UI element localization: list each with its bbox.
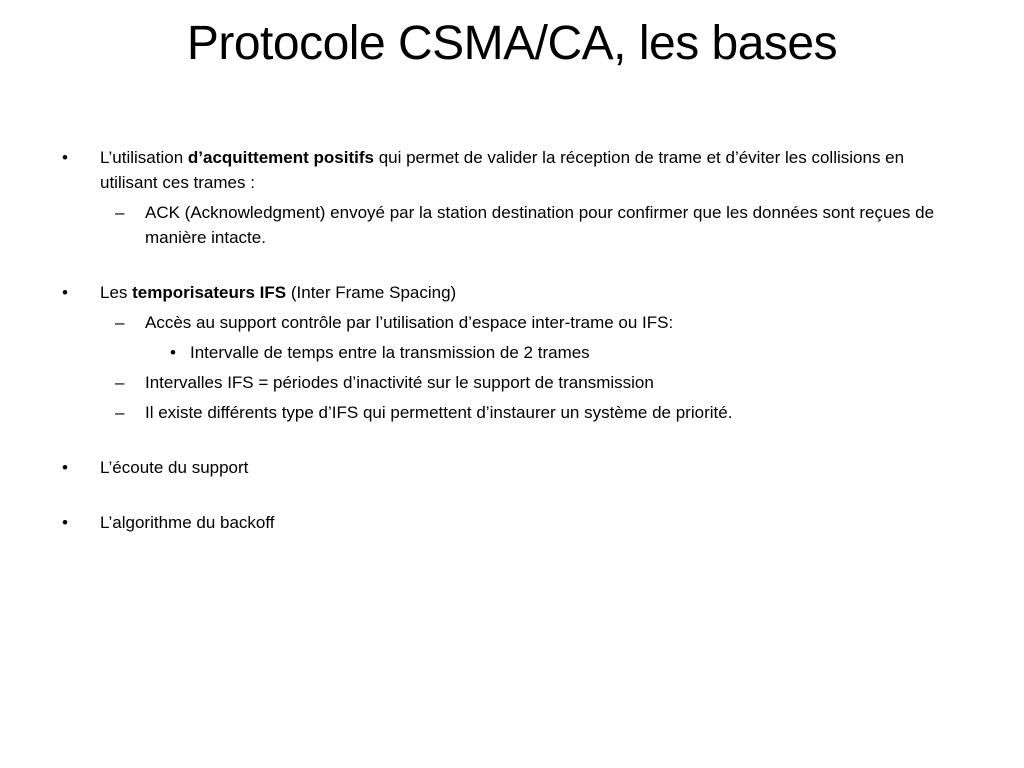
dash-marker: – xyxy=(115,373,125,392)
dash-marker: – xyxy=(115,403,125,422)
sub-bullet-ack xyxy=(60,200,960,250)
bullet-text: Les temporisateurs IFS (Inter Frame Spacing) xyxy=(100,283,457,302)
bullet-marker: • xyxy=(62,148,68,167)
slide-title: Protocole CSMA/CA, les bases xyxy=(186,17,838,70)
bullet-carrier-sense xyxy=(60,455,960,480)
dash-marker: – xyxy=(115,203,125,222)
bullet-text: L’utilisation d’acquittement positifs qui permet de valider la réception de trame et d’éviter les collisions en utilisant ces trames : xyxy=(100,148,905,192)
bullet-ifs-timers xyxy=(60,280,960,305)
sub-bullet-medium-access xyxy=(60,310,960,335)
dot-marker: • xyxy=(170,343,176,362)
bullet-acknowledgment xyxy=(60,145,960,195)
sub-sub-bullet-text: Intervalle de temps entre la transmission de 2 trames xyxy=(190,343,590,362)
sub-bullet-text: Intervalles IFS = périodes d’inactivité sur le support de transmission xyxy=(145,373,654,392)
dash-marker: – xyxy=(115,313,125,332)
bullet-text: L’écoute du support xyxy=(100,458,249,477)
slide-body xyxy=(60,145,960,535)
sub-sub-bullet-interval xyxy=(60,340,960,365)
sub-bullet-text: Accès au support contrôle par l’utilisation d’espace inter-trame ou IFS: xyxy=(145,313,674,332)
bullet-marker: • xyxy=(62,458,68,477)
bullet-marker: • xyxy=(62,283,68,302)
sub-bullet-ifs-intervals xyxy=(60,370,960,395)
sub-bullet-text: Il existe différents type d’IFS qui permettent d’instaurer un système de priorité. xyxy=(145,403,733,422)
bullet-text: L’algorithme du backoff xyxy=(100,513,275,532)
sub-bullet-text: ACK (Acknowledgment) envoyé par la station destination pour confirmer que les données sont reçues de manière intacte. xyxy=(145,203,935,247)
bullet-marker: • xyxy=(62,513,68,532)
bullet-backoff xyxy=(60,510,960,535)
sub-bullet-ifs-types xyxy=(60,400,960,425)
